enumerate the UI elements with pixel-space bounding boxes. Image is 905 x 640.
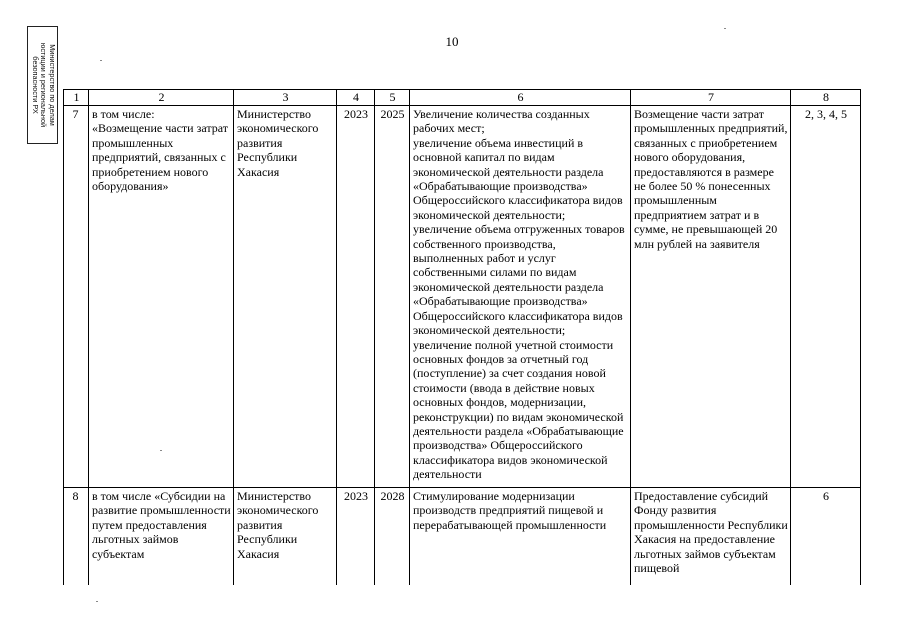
header-cell: 3 (234, 90, 337, 106)
stamp-text (30, 29, 56, 141)
start-year: 2023 (337, 488, 375, 586)
table-row (64, 106, 861, 488)
header-cell: 6 (410, 90, 631, 106)
measure-description: Предоставление субсидий Фонду развития промышленности Республики Хакасия на предоставление льготных займов субъектам пищевой (631, 488, 791, 586)
end-year: 2028 (375, 488, 410, 586)
end-year: 2025 (375, 106, 410, 488)
header-cell: 1 (64, 90, 89, 106)
table-header-row (64, 90, 861, 106)
header-cell: 2 (89, 90, 234, 106)
header-cell: 5 (375, 90, 410, 106)
registration-stamp (27, 26, 58, 144)
indicator-link: 2, 3, 4, 5 (791, 106, 861, 488)
expected-result: Стимулирование модернизации производств предприятий пищевой и перерабатывающей промышленности (410, 488, 631, 586)
measure-name: в том числе: «Возмещение части затрат промышленных предприятий, связанных с приобретением нового оборудования» (89, 106, 234, 488)
row-number: 7 (64, 106, 89, 488)
row-number: 8 (64, 488, 89, 586)
start-year: 2023 (337, 106, 375, 488)
header-cell: 4 (337, 90, 375, 106)
executor-cell: Министерство экономического развития Республики Хакасия (234, 488, 337, 586)
table-row (64, 488, 861, 586)
header-cell: 7 (631, 90, 791, 106)
scan-speck (96, 601, 98, 602)
measure-description: Возмещение части затрат промышленных предприятий, связанных с приобретением нового оборудования, предоставляются в размере не более 50 % понесенных промышленным предприятием затрат и в сумме, не превышающей 20 млн рублей на заявителя (631, 106, 791, 488)
executor-cell: Министерство экономического развития Республики Хакасия (234, 106, 337, 488)
stamp-line: безопасности РХ (30, 56, 40, 114)
scan-speck (160, 450, 162, 451)
stamp-line: Министерство по делам (47, 44, 57, 126)
scan-speck (100, 60, 102, 61)
indicator-link: 6 (791, 488, 861, 586)
header-cell: 8 (791, 90, 861, 106)
measure-name: в том числе «Субсидии на развитие промышленности путем предоставления льготных займов субъектам (89, 488, 234, 586)
expected-result: Увеличение количества созданных рабочих мест; увеличение объема инвестиций в основной капитал по видам экономической деятельности раздела «Обрабатывающие производства» Общероссийского классификатора видов экономической деятельности; увеличение объема отгруженных товаров собственного производства, выполненных работ и услуг собственными силами по видам экономической деятельности раздела «Обрабатывающие производства» Общероссийского классификатора видов экономической деятельности; увеличение полной учетной стоимости основных фондов за отчетный год (поступление) за счет создания новой стоимости (ввода в действие новых основных фондов, модернизации, реконструкции) по видам экономической деятельности раздела «Обрабатывающие производства» Общероссийского классификатора видов экономической деятельности (410, 106, 631, 488)
measures-table (63, 89, 861, 585)
stamp-line: юстиции и региональной (38, 42, 48, 128)
scan-speck (724, 28, 726, 29)
page-number: 10 (445, 34, 459, 49)
